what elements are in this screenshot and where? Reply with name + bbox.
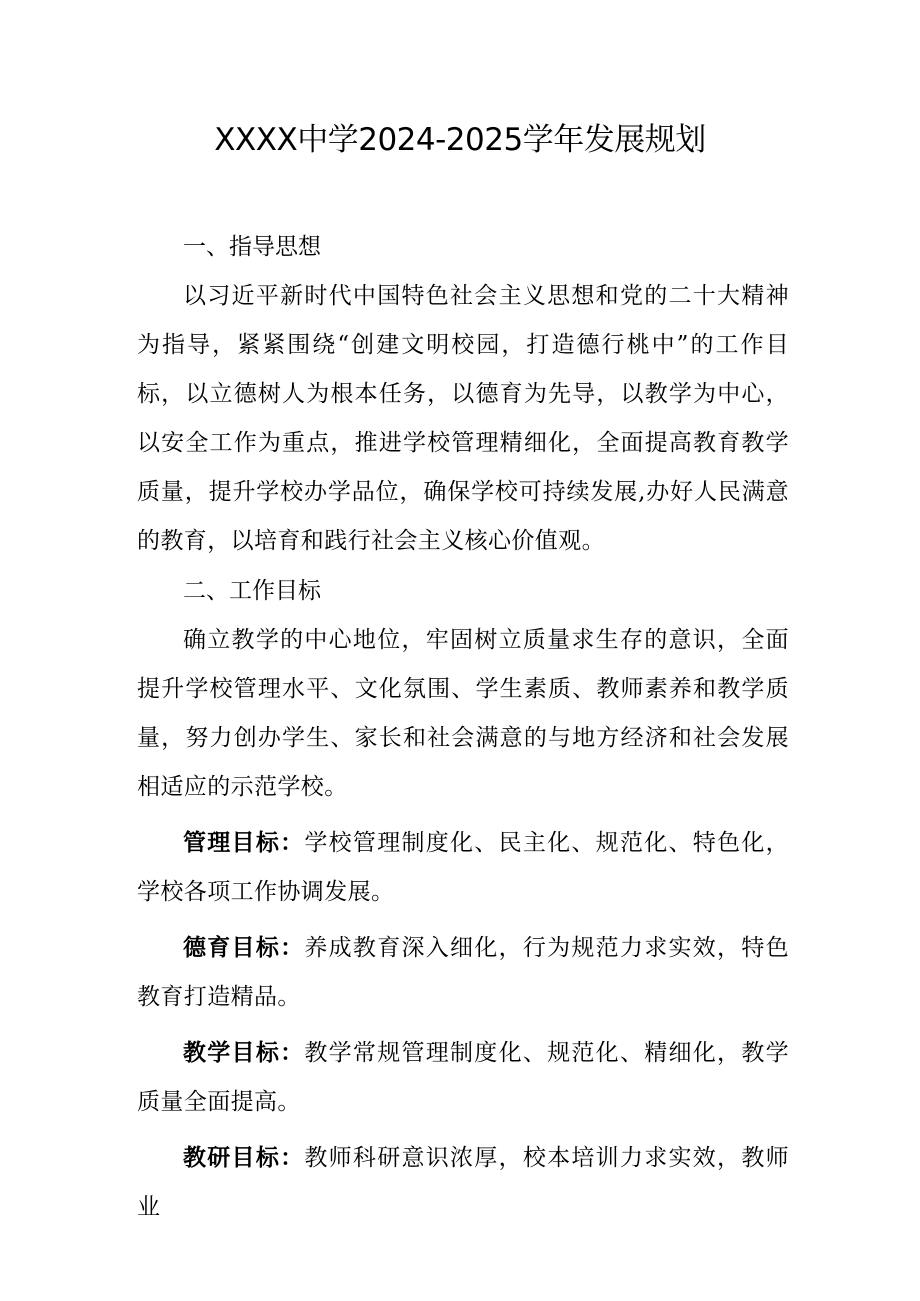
- goal-text: 养成教育深入细化，行为规范力求实效，特色教育打造精品。: [137, 935, 789, 1010]
- goal-text: 教学常规管理制度化、规范化、精细化，教学质量全面提高。: [137, 1040, 789, 1115]
- paragraph-guiding-ideology: 以习近平新时代中国特色社会主义思想和党的二十大精神为指导，紧紧围绕“创建文明校园，打造德行桃中”的工作目标，以立德树人为根本任务，以德育为先导，以教学为中心，以安全工作为重点，推进学校管理精细化，全面提高教育教学质量，提升学校办学品位，确保学校可持续发展,办好人民满意的教育，以培育和践行社会主义核心价值观。: [137, 283, 789, 554]
- goal-teaching: [137, 1029, 789, 1127]
- paragraph-work-goals: 确立教学的中心地位，牢固树立质量求生存的意识，全面提升学校管理水平、文化氛围、学生素质、教师素养和教学质量，努力创办学生、家长和社会满意的与地方经济和社会发展相适应的示范学校。: [137, 627, 789, 800]
- goal-text: 教师科研意识浓厚，校本培训力求实效，教师业: [137, 1145, 789, 1220]
- goal-teaching-research: [137, 1134, 789, 1232]
- document-title: XXXX中学2024-2025学年发展规划: [214, 122, 706, 158]
- goal-text: 学校管理制度化、民主化、规范化、特色化，学校各项工作协调发展。: [137, 830, 789, 905]
- goal-label: 教研目标：: [183, 1145, 305, 1171]
- goal-moral-education: [137, 924, 789, 1022]
- goal-label: 教学目标：: [183, 1040, 305, 1066]
- document-body: [137, 222, 789, 1232]
- goal-label: 管理目标：: [183, 830, 305, 856]
- goal-label: 德育目标：: [183, 935, 305, 961]
- section-heading-work-goals: 二、工作目标: [183, 578, 321, 604]
- goal-management: [137, 819, 789, 917]
- section-heading-guiding-ideology: 一、指导思想: [183, 234, 321, 260]
